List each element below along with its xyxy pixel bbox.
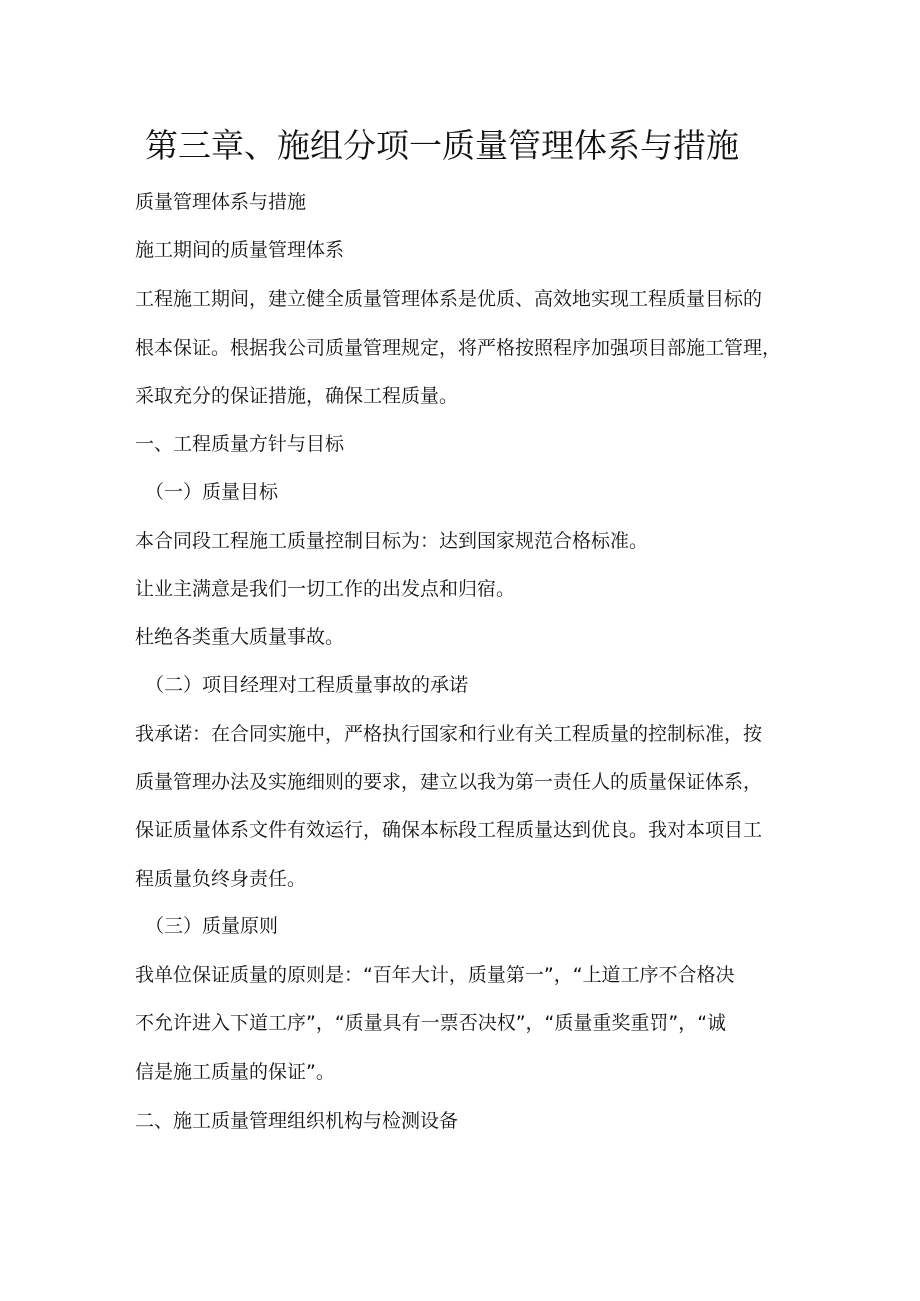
subsection-heading: （二）项目经理对工程质量事故的承诺 [145, 674, 469, 696]
paragraph-line: 质量管理办法及实施细则的要求，建立以我为第一责任人的质量保证体系， [135, 771, 763, 793]
subsection-heading: （一）质量目标 [145, 481, 279, 503]
paragraph-line: 我承诺：在合同实施中，严格执行国家和行业有关工程质量的控制标准，按 [135, 723, 763, 745]
paragraph-line: 信是施工质量的保证”。 [135, 1061, 335, 1083]
paragraph-line: 程质量负终身责任。 [135, 868, 307, 890]
paragraph-line: 我单位保证质量的原则是：“百年大计，质量第一”，“上道工序不合格决 [135, 964, 735, 986]
section-heading: 二、施工质量管理组织机构与检测设备 [135, 1110, 459, 1132]
paragraph-line: 保证质量体系文件有效运行，确保本标段工程质量达到优良。我对本项目工 [135, 819, 763, 841]
paragraph-line: 工程施工期间，建立健全质量管理体系是优质、高效地实现工程质量目标的 [135, 288, 763, 310]
paragraph-line: 本合同段工程施工质量控制目标为：达到国家规范合格标准。 [135, 530, 649, 552]
paragraph-line: 不允许进入下道工序”，“质量具有一票否决权”，“质量重奖重罚”，“诚 [135, 1012, 727, 1034]
subsection-heading: 施工期间的质量管理体系 [135, 239, 345, 261]
chapter-title: 第三章、施组分项一质量管理体系与措施 [145, 126, 739, 165]
section-heading: 质量管理体系与措施 [135, 191, 307, 213]
paragraph-line: 让业主满意是我们一切工作的出发点和归宿。 [135, 578, 516, 600]
paragraph-line: 根本保证。根据我公司质量管理规定，将严格按照程序加强项目部施工管理， [135, 337, 782, 359]
paragraph-line: 采取充分的保证措施，确保工程质量。 [135, 385, 459, 407]
subsection-heading: （三）质量原则 [145, 915, 279, 937]
paragraph-line: 杜绝各类重大质量事故。 [135, 626, 345, 648]
section-heading: 一、工程质量方针与目标 [135, 433, 345, 455]
